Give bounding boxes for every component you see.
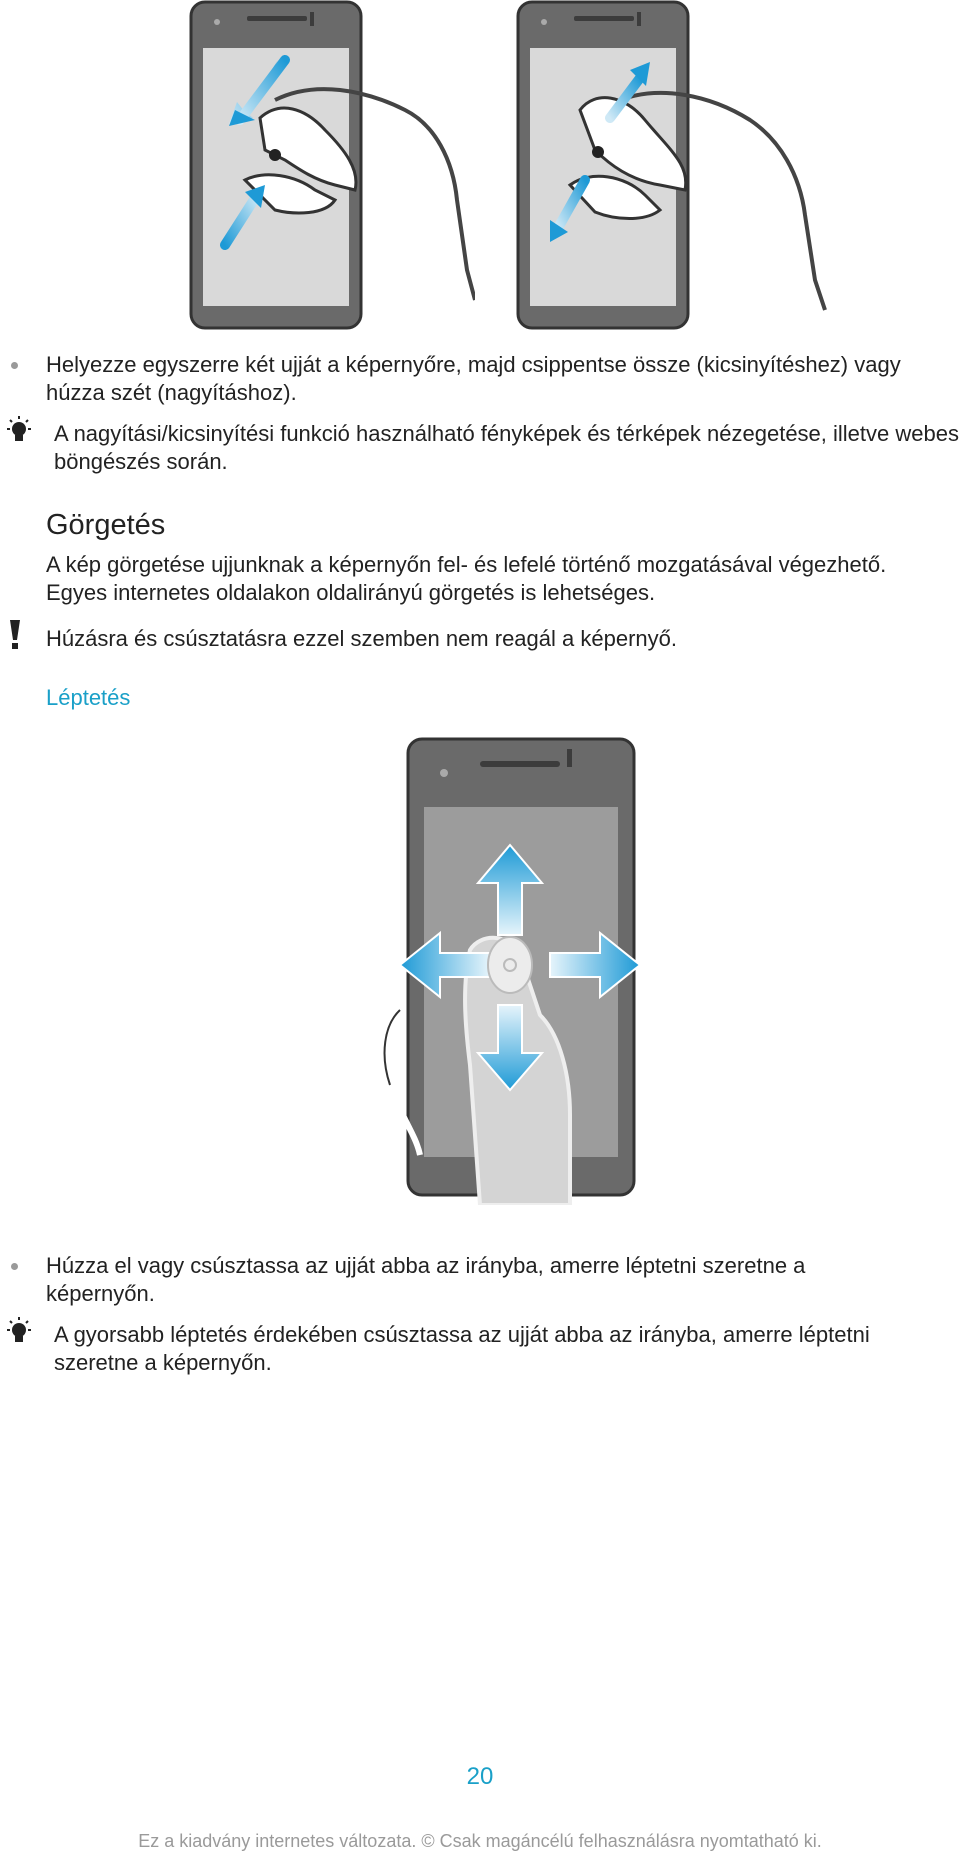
pinch-instruction: Helyezze egyszerre két ujját a képernyőre, majd csippentse össze (kicsinyítéshez) vagy húzza szét (nagyításhoz). xyxy=(46,352,901,405)
scroll-body: A kép görgetése ujjunknak a képernyőn fel- és lefelé történő mozgatásával végezhető. Egyes internetes oldalakon oldalirányú görgetés is lehetséges. xyxy=(46,552,887,605)
pinch-out-illustration xyxy=(510,0,830,335)
exclamation-icon xyxy=(8,620,22,650)
flick-tip: A gyorsabb léptetés érdekében csúsztassa az ujját abba az irányba, amerre léptetni szeretne a képernyőn. xyxy=(54,1322,870,1375)
pinch-tip: A nagyítási/kicsinyítési funkció használható fényképek és térképek nézegetése, illetve webes böngészés során. xyxy=(54,421,959,474)
bullet-dot xyxy=(11,1263,18,1270)
lightbulb-icon xyxy=(4,416,34,446)
scroll-heading: Görgetés xyxy=(46,509,166,541)
page-number: 20 xyxy=(466,1763,494,1790)
page-footer: Ez a kiadvány internetes változata. © Csak magáncélú felhasználásra nyomtatható ki. xyxy=(138,1831,822,1851)
flick-heading: Léptetés xyxy=(46,685,131,710)
lightbulb-icon xyxy=(4,1317,34,1347)
bullet-dot xyxy=(11,362,18,369)
scroll-warning: Húzásra és csúsztatásra ezzel szemben nem reagál a képernyő. xyxy=(46,626,677,651)
flick-instruction: Húzza el vagy csúsztassa az ujját abba az irányba, amerre léptetni szeretne a képernyőn. xyxy=(46,1253,806,1306)
pinch-in-illustration xyxy=(185,0,475,335)
flick-illustration xyxy=(370,735,650,1205)
